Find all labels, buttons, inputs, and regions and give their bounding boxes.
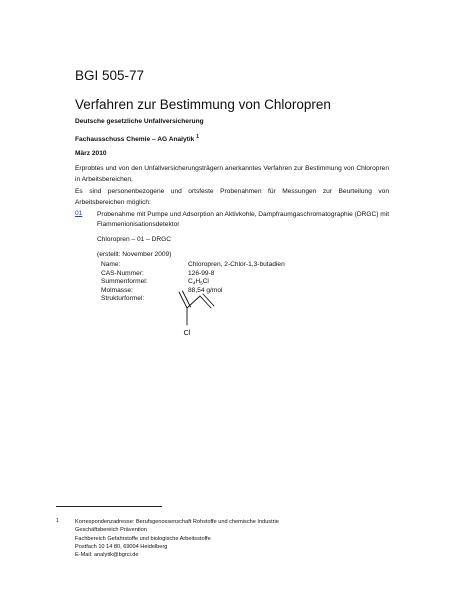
footnote-marker: 1 (56, 518, 59, 524)
method-description: Probenahme mit Pumpe und Adsorption an Aktivkohle, Dampfraumgaschromatographie (DRGC) mit Flammenionisationsdetektor (97, 211, 390, 228)
intro-paragraph: Erprobtes und von den Unfallversicherungsträgern anerkanntes Verfahren zur Bestimmung von Chloropren in Arbeitsbereichen. (75, 165, 389, 183)
structural-formula (175, 290, 235, 340)
committee-line (75, 134, 199, 143)
document-title: Verfahren zur Bestimmung von Chloropren (75, 97, 331, 112)
property-value: 88,54 g/mol (188, 286, 223, 294)
method-number-link[interactable]: 01 (75, 210, 83, 217)
property-label: Strukturformel: (101, 295, 145, 303)
method-code: Chloropren – 01 – DRGC (97, 236, 172, 243)
footnote-line: Korrespondenzadresse: Berufsgenossenschaft Rohstoffe und chemische Industrie (75, 519, 279, 525)
footnote-line: Fachbereich Gefahrstoffe und biologische Arbeitsstoffe (75, 535, 211, 542)
creation-date: (erstellt: November 2009) (97, 251, 172, 258)
property-row-name (101, 261, 285, 270)
sampling-paragraph: Es sind personenbezogene und ortsfeste Probenahmen für Messungen zur Beurteilung von Arbeitsbereichen möglich: (75, 188, 389, 206)
property-value: 126-99-8 (188, 269, 215, 277)
footnote-separator (56, 506, 162, 507)
property-row-formula (101, 278, 285, 287)
organization-name: Deutsche gesetzliche Unfallversicherung (75, 118, 204, 125)
document-id: BGI 505-77 (75, 68, 145, 83)
footnote (75, 518, 279, 559)
footnote-email: E-Mail: analytik@bgrci.de (75, 552, 139, 559)
footnote-line: Geschäftsbereich Prävention (75, 527, 147, 534)
footnote-reference: 1 (196, 134, 199, 140)
property-label: Summenformel: (101, 278, 148, 286)
molecular-formula: $C_4H_5Cl$ (188, 278, 209, 286)
publication-date: März 2010 (75, 150, 107, 157)
property-label: Name: (101, 261, 121, 268)
property-label: CAS-Nummer: (101, 269, 144, 277)
committee-name: Fachausschuss Chemie – AG Analytik (75, 136, 195, 143)
chlorine-atom-label: Cl (183, 328, 191, 337)
property-label: Molmasse: (101, 286, 133, 294)
property-row-cas (101, 270, 285, 279)
footnote-line: Postfach 10 14 80, 69004 Heidelberg (75, 543, 168, 550)
property-value: Chloropren, 2-Chlor-1,3-butadien (188, 261, 285, 268)
